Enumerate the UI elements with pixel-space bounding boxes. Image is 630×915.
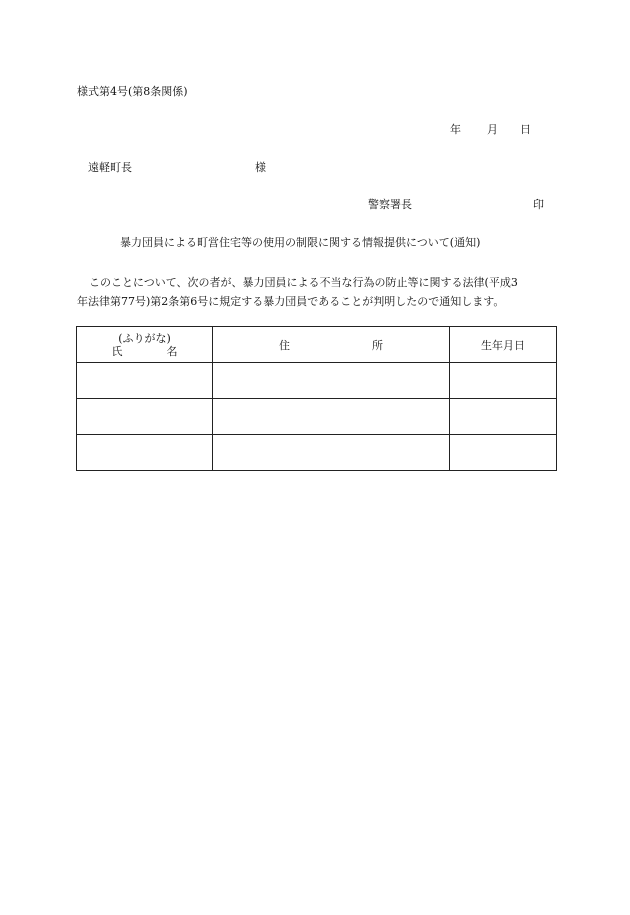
table-row <box>77 363 557 399</box>
body-line-1 <box>77 273 559 292</box>
name-cell[interactable] <box>77 435 213 471</box>
date-month-label: 月 <box>487 123 498 136</box>
date-year-label: 年 <box>450 123 461 136</box>
addressee-name: 遠軽町長 <box>88 161 132 174</box>
body-text <box>77 273 559 311</box>
birthdate-cell[interactable] <box>450 399 557 435</box>
address-header-cell <box>213 327 450 363</box>
furigana-label: (ふりがな) <box>118 331 171 345</box>
body-line-2: 年法律第77号)第2条第6号に規定する暴力団員であることが判明したので通知します。 <box>77 295 505 308</box>
address-cell[interactable] <box>213 399 450 435</box>
addressee-honorific: 様 <box>255 161 266 174</box>
name-cell[interactable] <box>77 399 213 435</box>
document-title: 暴力団員による町営住宅等の使用の制限に関する情報提供について(通知) <box>120 236 481 249</box>
address-cell[interactable] <box>213 435 450 471</box>
form-number: 様式第4号(第8条関係) <box>77 85 188 98</box>
birthdate-cell[interactable] <box>450 363 557 399</box>
name-label-part-2: 名 <box>166 344 178 358</box>
name-label-part-1: 氏 <box>111 344 123 358</box>
table-row <box>77 435 557 471</box>
address-label-part-1: 住 <box>279 338 290 352</box>
address-cell[interactable] <box>213 363 450 399</box>
name-header-cell <box>77 327 213 363</box>
sender-name: 警察署長 <box>368 198 412 211</box>
date-day-label: 日 <box>520 123 531 136</box>
person-table <box>76 326 557 471</box>
table-row <box>77 399 557 435</box>
address-label-part-2: 所 <box>372 338 383 352</box>
seal-mark: 印 <box>533 198 544 211</box>
birthdate-cell[interactable] <box>450 435 557 471</box>
birthdate-header-cell: 生年月日 <box>450 327 557 363</box>
name-cell[interactable] <box>77 363 213 399</box>
date-line <box>450 124 531 135</box>
table-header-row <box>77 327 557 363</box>
body-line-1-text: このことについて、次の者が、暴力団員による不当な行為の防止等に関する法律(平成3 <box>89 276 518 289</box>
name-label <box>77 345 212 358</box>
